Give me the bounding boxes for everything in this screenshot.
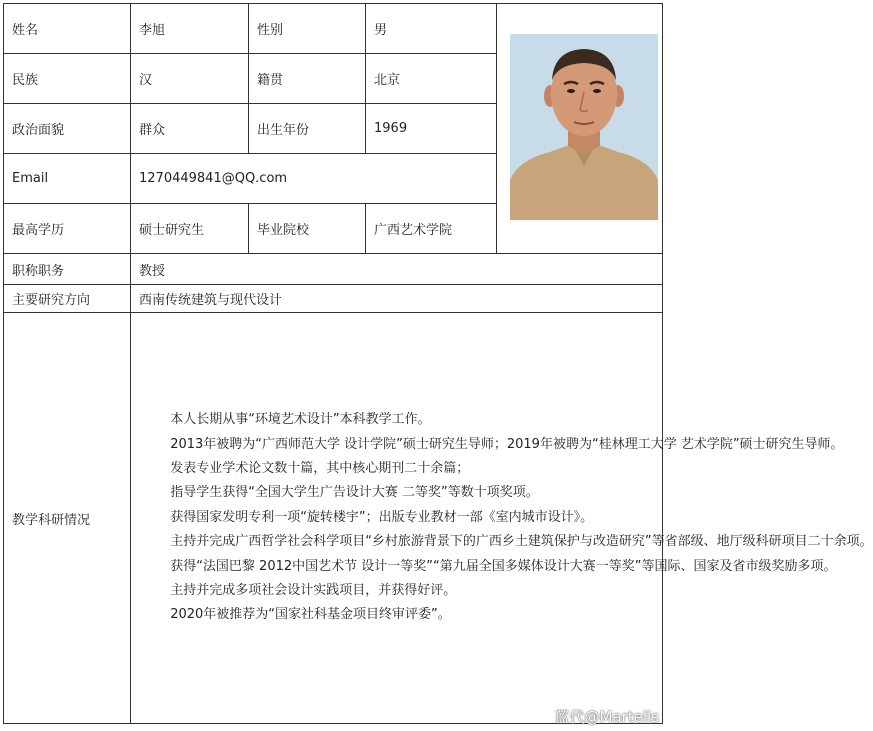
photo-cell (497, 4, 663, 254)
bio-paragraph: 2020年被推荐为“国家社科基金项目终审评委”。 (170, 607, 451, 623)
gender-value: 男 (366, 4, 497, 54)
gender-label: 性别 (249, 4, 366, 54)
degree-label: 最高学历 (4, 204, 131, 254)
political-label: 政治面貌 (4, 104, 131, 154)
bio-paragraph: 指导学生获得“全国大学生广告设计大赛 二等奖”等数十项奖项。 (170, 485, 539, 501)
profile-photo (510, 34, 658, 220)
email-label: Email (4, 154, 131, 204)
research-value: 西南传统建筑与现代设计 (131, 285, 663, 313)
profile-table (3, 3, 873, 724)
school-label: 毕业院校 (249, 204, 366, 254)
hometown-label: 籍贯 (249, 54, 366, 104)
bio-paragraph: 主持并完成多项社会设计实践项目，并获得好评。 (170, 583, 457, 599)
row-title (4, 254, 663, 285)
row-name (4, 4, 663, 54)
bio-paragraph: 获得国家发明专利一项“旋转楼宇”；出版专业教材一部《室内城市设计》。 (170, 509, 594, 525)
birth-label: 出生年份 (249, 104, 366, 154)
ethnicity-value: 汉 (131, 54, 249, 104)
bio-content (131, 313, 873, 724)
title-value: 教授 (131, 254, 663, 285)
row-bio (4, 313, 663, 724)
name-label: 姓名 (4, 4, 131, 54)
ethnicity-label: 民族 (4, 54, 131, 104)
bio-paragraph: 获得“法国巴黎 2012中国艺术节 设计一等奖”“第九届全国多媒体设计大赛一等奖”等国际、国家及省市级奖励多项。 (170, 558, 837, 574)
hometown-value: 北京 (366, 54, 497, 104)
political-value: 群众 (131, 104, 249, 154)
research-label: 主要研究方向 (4, 285, 131, 313)
school-value: 广西艺术学院 (366, 204, 497, 254)
bio-paragraph: 发表专业学术论文数十篇，其中核心期刊二十余篇； (170, 460, 470, 476)
bio-paragraph: 本人长期从事“环境艺术设计”本科教学工作。 (170, 412, 431, 428)
bio-label: 教学科研情况 (4, 313, 131, 724)
row-research (4, 285, 663, 313)
watermark: 蓝代@Martells (554, 708, 659, 726)
title-label: 职称职务 (4, 254, 131, 285)
name-value: 李旭 (131, 4, 249, 54)
bio-paragraph: 2013年被聘为“广西师范大学 设计学院”硕士研究生导师；2019年被聘为“桂林理工大学 艺术学院”硕士研究生导师。 (170, 436, 844, 452)
bio-paragraph: 主持并完成广西哲学社会科学项目“乡村旅游背景下的广西乡土建筑保护与改造研究”等省部级、地厅级科研项目二十余项。 (170, 534, 873, 550)
birth-value: 1969 (366, 104, 497, 154)
email-value: 1270449841@QQ.com (131, 154, 497, 204)
degree-value: 硕士研究生 (131, 204, 249, 254)
